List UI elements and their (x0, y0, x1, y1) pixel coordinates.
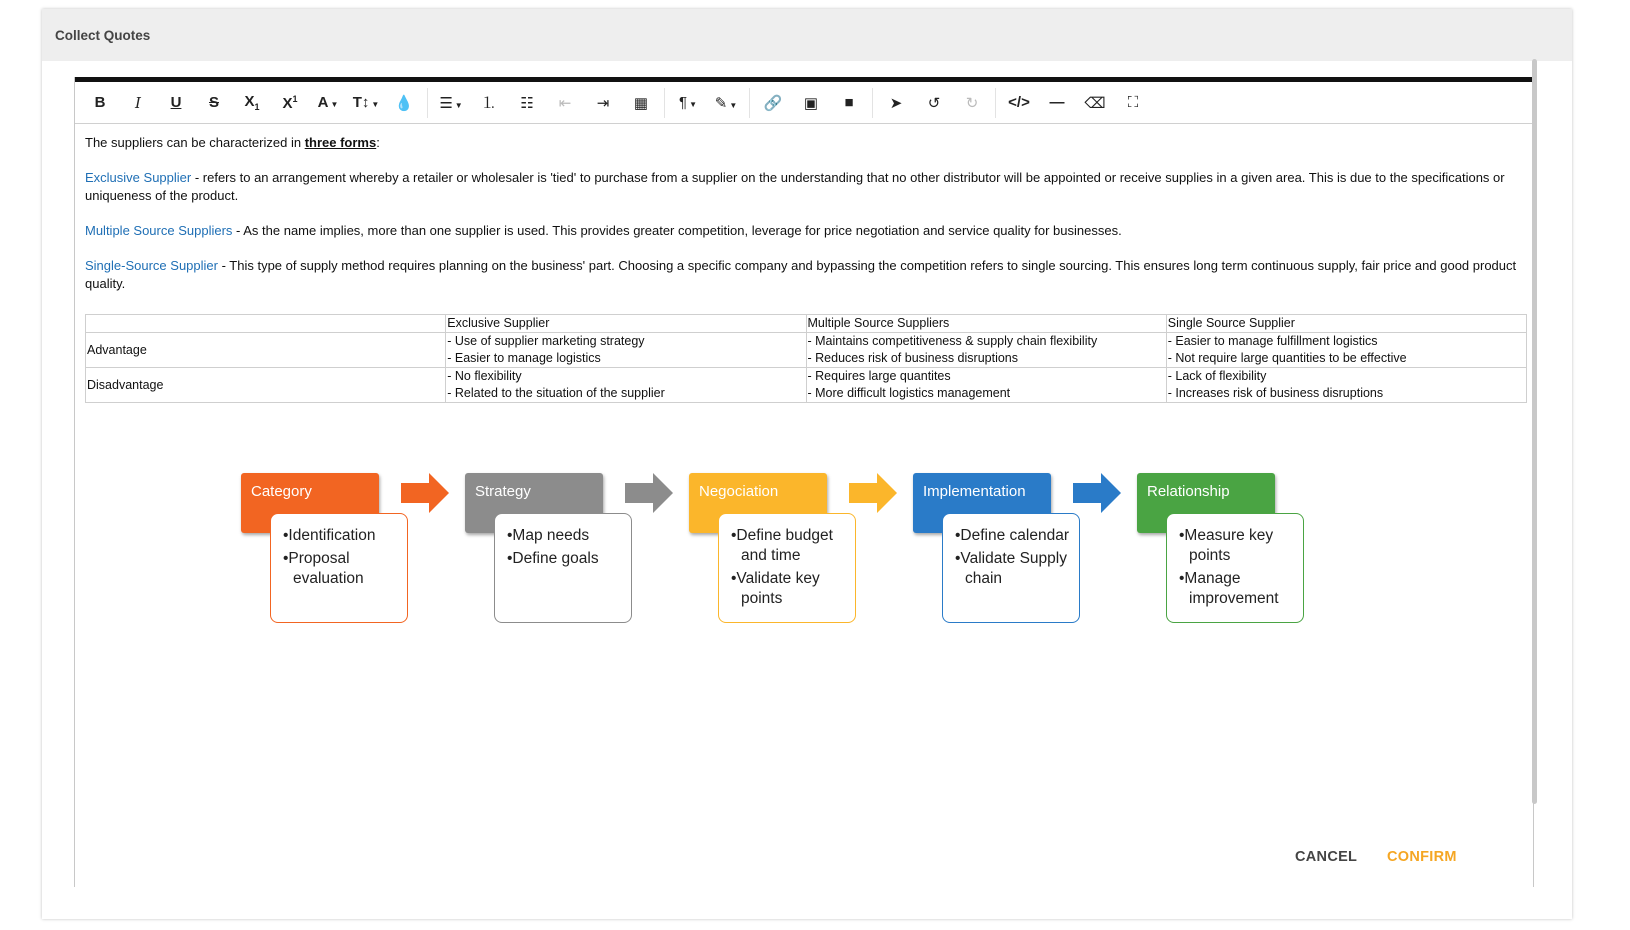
process-bullet: •Define calendar (955, 527, 1069, 544)
cell-line: - Not require large quantities to be effective (1167, 351, 1407, 365)
single-source-term: Single-Source Supplier (85, 258, 218, 273)
cancel-button[interactable]: CANCEL (1295, 849, 1358, 865)
italic-button[interactable] (119, 89, 157, 117)
font-size-button[interactable] (347, 89, 385, 117)
subscript-button[interactable] (233, 89, 271, 117)
process-bullet: •Measure key points (1179, 527, 1274, 564)
select-icon: ➤ (889, 94, 903, 112)
unordered-list-icon: ☷ (520, 94, 534, 112)
table-row (86, 333, 1527, 368)
process-bullet: •Proposal evaluation (283, 550, 364, 587)
exclusive-supplier-description: - refers to an arrangement whereby a retailer or wholesaler is 'tied' to purchase from a supplier on the understanding that no other distributor will be appointed or receive supplies in a given area. This is due to the specifications or uniqueness of the product. (85, 170, 1505, 203)
cell-line: - Requires large quantites (807, 369, 951, 383)
process-arrow-icon (625, 473, 673, 513)
row-label: Advantage (86, 333, 446, 368)
toolbar-group (754, 88, 873, 118)
single-source-description: - This type of supply method requires planning on the business' part. Choosing a specific company and bypassing the competition refers to single sourcing. This ensures long term continuous supply, fair price and good product quality. (85, 258, 1517, 291)
subscript-icon: $X_1$ (244, 93, 260, 112)
strikethrough-button[interactable] (195, 89, 233, 117)
magic-format-button[interactable] (707, 89, 745, 117)
process-step-details (270, 513, 408, 623)
process-bullet: •Define budget and time (731, 527, 833, 564)
collect-quotes-dialog (42, 9, 1572, 919)
multiple-source-paragraph (85, 222, 1523, 240)
ordered-list-button[interactable] (470, 89, 508, 117)
fullscreen-button[interactable] (1114, 89, 1152, 117)
link-button[interactable] (754, 89, 792, 117)
horizontal-rule-button[interactable] (1038, 89, 1076, 117)
align-button[interactable] (432, 89, 470, 117)
toolbar-group (669, 88, 750, 118)
table-cell (806, 368, 1166, 403)
align-icon: ☰ ▼ (439, 94, 463, 112)
dialog-scrollbar[interactable] (1532, 59, 1537, 804)
undo-button[interactable] (915, 89, 953, 117)
cell-line: - Related to the situation of the supplier (447, 386, 665, 400)
intro-text: The suppliers can be characterized in (85, 135, 305, 150)
superscript-button[interactable] (271, 89, 309, 117)
process-bullet: •Manage improvement (1179, 570, 1279, 607)
redo-icon: ↻ (965, 94, 979, 112)
outdent-button[interactable] (546, 89, 584, 117)
process-step (241, 473, 411, 623)
process-step-details (1166, 513, 1304, 623)
cell-line: - Reduces risk of business disruptions (807, 351, 1019, 365)
editor-toolbar (75, 77, 1533, 124)
horizontal-rule-icon: — (1049, 94, 1065, 111)
toolbar-group (1000, 88, 1156, 118)
superscript-icon: $X^1$ (282, 93, 298, 112)
intro-paragraph (85, 134, 1523, 152)
table-cell (1166, 333, 1526, 368)
cell-line: - Increases risk of business disruptions (1167, 386, 1384, 400)
indent-button[interactable] (584, 89, 622, 117)
single-source-paragraph (85, 257, 1523, 293)
font-size-icon: T↕ ▼ (352, 94, 380, 111)
process-step (465, 473, 635, 623)
process-step-details (718, 513, 856, 623)
magic-format-icon: ✎ ▼ (714, 94, 738, 112)
indent-icon: ⇥ (596, 94, 610, 112)
image-icon: ▣ (803, 94, 819, 112)
process-step-title: Strategy (465, 473, 603, 533)
table-cell (446, 368, 806, 403)
confirm-button[interactable]: CONFIRM (1387, 849, 1457, 865)
font-color-icon: A ▼ (317, 94, 339, 111)
cell-line: - Use of supplier marketing strategy (447, 334, 645, 348)
process-step (689, 473, 859, 623)
editor-content[interactable] (75, 124, 1533, 671)
video-button[interactable] (830, 89, 868, 117)
code-view-icon: </> (1008, 94, 1030, 111)
redo-button[interactable] (953, 89, 991, 117)
multiple-source-description: - As the name implies, more than one supplier is used. This provides greater competition, leverage for price negotiation and service quality for businesses. (232, 223, 1122, 238)
font-color-button[interactable] (309, 89, 347, 117)
process-arrow-icon (849, 473, 897, 513)
intro-suffix: : (376, 135, 380, 150)
cell-line: - Lack of flexibility (1167, 369, 1267, 383)
color-drop-button[interactable] (385, 89, 423, 117)
process-arrow-icon (401, 473, 449, 513)
outdent-icon: ⇤ (558, 94, 572, 112)
toolbar-group (877, 88, 996, 118)
table-button[interactable] (622, 89, 660, 117)
select-button[interactable] (877, 89, 915, 117)
table-icon: ▦ (633, 94, 649, 112)
cell-line: - Easier to manage logistics (447, 351, 601, 365)
cell-line: - Maintains competitiveness & supply chain flexibility (807, 334, 1098, 348)
clear-format-icon: ⌫ (1084, 94, 1106, 112)
cell-line: - No flexibility (447, 369, 522, 383)
color-drop-icon: 💧 (394, 94, 414, 112)
italic-icon: I (135, 93, 141, 112)
multiple-source-term: Multiple Source Suppliers (85, 223, 233, 238)
table-cell (446, 333, 806, 368)
image-button[interactable] (792, 89, 830, 117)
exclusive-supplier-paragraph (85, 169, 1523, 205)
process-step-title: Negociation (689, 473, 827, 533)
clear-format-button[interactable] (1076, 89, 1114, 117)
process-step (1137, 473, 1307, 623)
table-header-row (86, 315, 1527, 333)
process-arrow-icon (1073, 473, 1121, 513)
bold-button[interactable] (81, 89, 119, 117)
process-bullet: •Identification (283, 527, 376, 544)
link-icon: 🔗 (763, 94, 783, 112)
video-icon: ■ (844, 94, 854, 111)
dialog-title: Collect Quotes (42, 9, 1572, 61)
process-step-title: Implementation (913, 473, 1051, 533)
row-label: Disadvantage (86, 368, 446, 403)
table-header-cell: Single Source Supplier (1166, 315, 1526, 333)
underline-button[interactable] (157, 89, 195, 117)
three-forms-emphasis: three forms (304, 135, 377, 150)
code-view-button[interactable] (1000, 89, 1038, 117)
process-step-details (494, 513, 632, 623)
rich-text-editor[interactable] (74, 77, 1534, 887)
strikethrough-icon: S (208, 94, 219, 111)
process-step (913, 473, 1083, 623)
cell-line: - More difficult logistics management (807, 386, 1011, 400)
toolbar-group (81, 88, 428, 118)
table-header-cell: Exclusive Supplier (446, 315, 806, 333)
table-header-cell: Multiple Source Suppliers (806, 315, 1166, 333)
process-step-title: Relationship (1137, 473, 1275, 533)
table-cell (806, 333, 1166, 368)
unordered-list-button[interactable] (508, 89, 546, 117)
table-row (86, 368, 1527, 403)
fullscreen-icon: ⛶ (1127, 94, 1139, 111)
ordered-list-icon: ⒈ (481, 95, 497, 112)
process-step-title: Category (241, 473, 379, 533)
process-step-details (942, 513, 1080, 623)
table-cell (1166, 368, 1526, 403)
process-bullet: •Define goals (507, 550, 599, 567)
underline-icon: U (170, 94, 182, 111)
process-bullet: •Validate Supply chain (955, 550, 1067, 587)
exclusive-supplier-term: Exclusive Supplier (85, 170, 192, 185)
toolbar-group (432, 88, 665, 118)
cell-line: - Easier to manage fulfillment logistics (1167, 334, 1378, 348)
process-bullet: •Map needs (507, 527, 590, 544)
bold-icon: B (94, 94, 106, 111)
paragraph-button[interactable] (669, 89, 707, 117)
paragraph-icon: ¶ ▼ (679, 94, 697, 111)
table-header-cell (86, 315, 446, 333)
supplier-comparison-table (85, 314, 1527, 403)
process-bullet: •Validate key points (731, 570, 820, 607)
undo-icon: ↺ (927, 94, 941, 112)
procurement-process-diagram (85, 451, 1523, 671)
